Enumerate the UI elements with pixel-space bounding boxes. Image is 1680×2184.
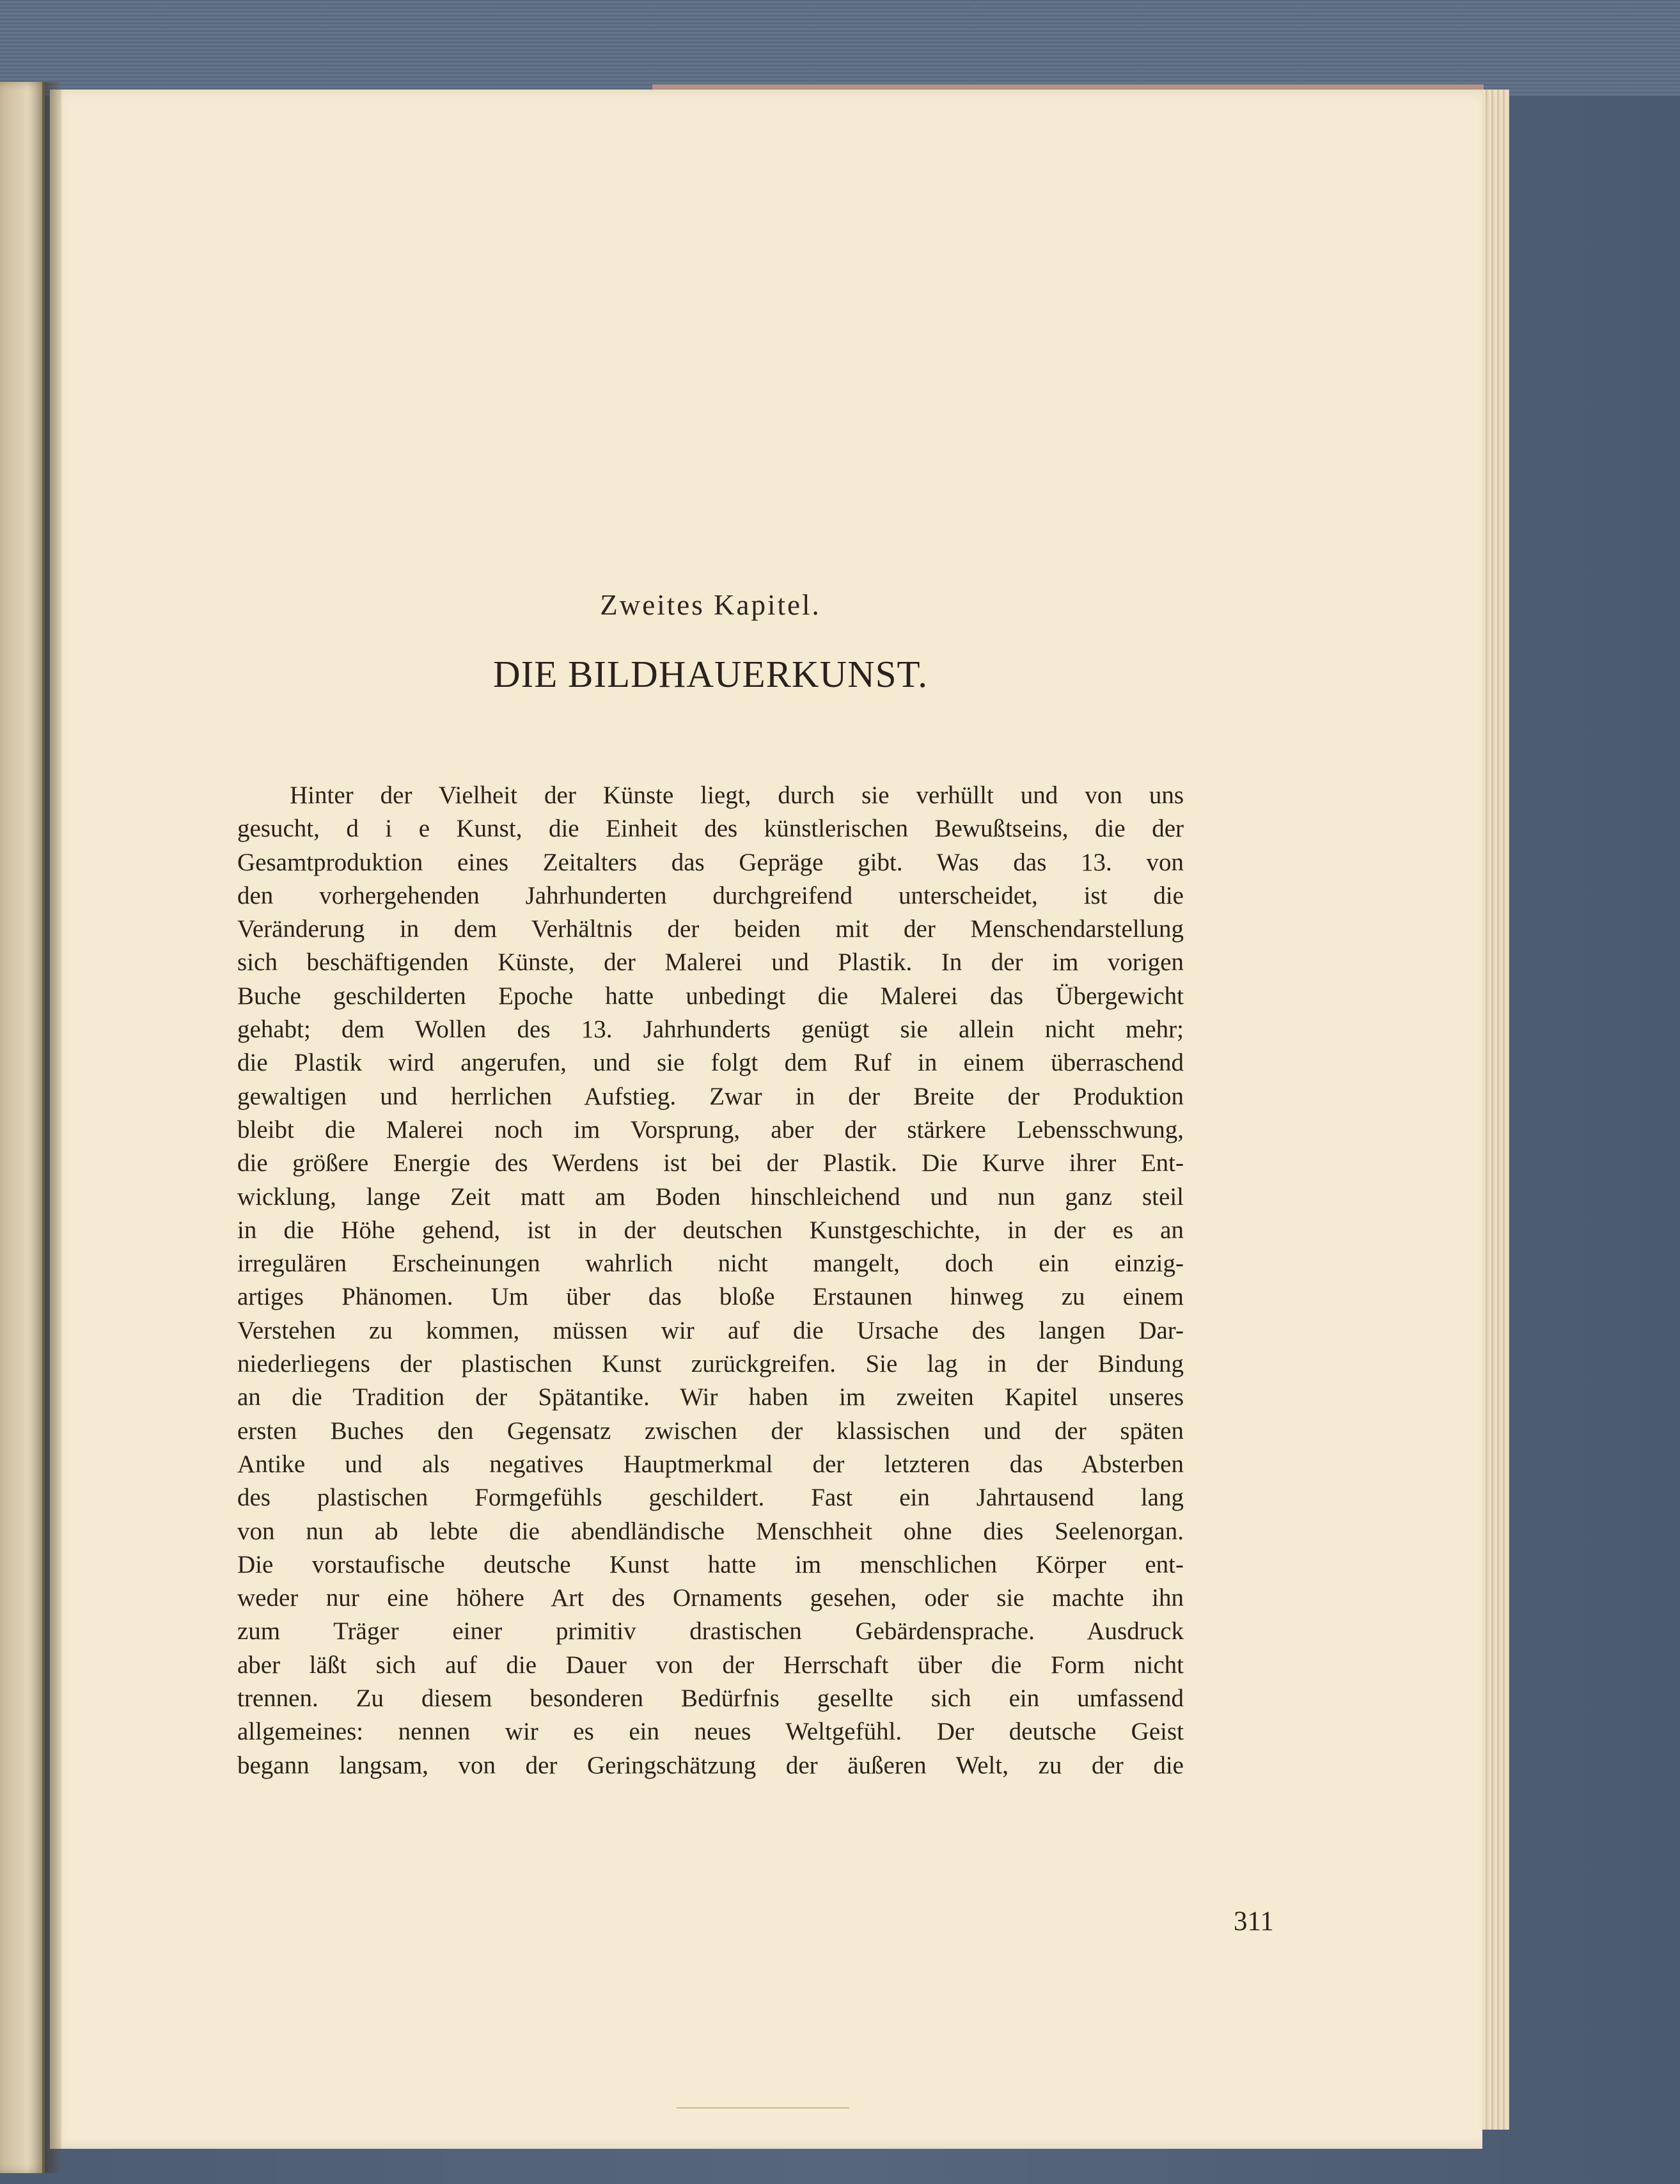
text-line: artiges Phänomen. Um über das bloße Erstaunen hinweg zu einem	[237, 1283, 1184, 1311]
text-line: wicklung, lange Zeit matt am Boden hinschleichend und nun ganz steil	[237, 1182, 1184, 1211]
footer-rule	[677, 2107, 849, 2109]
gutter-shadow	[42, 82, 61, 2173]
text-line: des plastischen Formgefühls geschildert. Fast ein Jahrtausend lang	[237, 1484, 1184, 1512]
text-line: begann langsam, von der Geringschätzung der äußeren Welt, zu der die	[237, 1751, 1184, 1779]
text-line: sich beschäftigenden Künste, der Malerei und Plastik. In der im vorigen	[237, 948, 1184, 977]
text-line: zum Träger einer primitiv drastischen Gebärdensprache. Ausdruck	[237, 1617, 1184, 1646]
text-line: niederliegens der plastischen Kunst zurückgreifen. Sie lag in der Bindung	[237, 1350, 1184, 1378]
previous-page-edge	[0, 82, 45, 2173]
text-line: gehabt; dem Wollen des 13. Jahrhunderts genügt sie allein nicht mehr;	[237, 1016, 1184, 1044]
text-line: die Plastik wird angerufen, und sie folgt dem Ruf in einem überraschend	[237, 1049, 1184, 1077]
body-paragraph	[237, 779, 1184, 1782]
page-edge-tint	[652, 84, 1484, 90]
text-line: die größere Energie des Werdens ist bei der Plastik. Die Kurve ihrer Ent-	[237, 1149, 1184, 1177]
text-line: Antike und als negatives Hauptmerkmal der letzteren das Absterben	[237, 1450, 1184, 1478]
chapter-label: Zweites Kapitel.	[600, 589, 821, 621]
text-line: gesucht, d i e Kunst, die Einheit des künstlerischen Bewußtseins, die der	[237, 815, 1184, 843]
book-cover-edge	[0, 0, 1680, 96]
text-line: Die vorstaufische deutsche Kunst hatte im menschlichen Körper ent-	[237, 1550, 1184, 1578]
text-line: von nun ab lebte die abendländische Menschheit ohne dies Seelenorgan.	[237, 1517, 1184, 1545]
text-line: den vorhergehenden Jahrhunderten durchgreifend unterscheidet, ist die	[237, 881, 1184, 909]
text-line: bleibt die Malerei noch im Vorsprung, aber der stärkere Lebensschwung,	[237, 1115, 1184, 1143]
text-line: ersten Buches den Gegensatz zwischen der klassischen und der späten	[237, 1417, 1184, 1445]
book-page	[50, 90, 1482, 2149]
text-line: aber läßt sich auf die Dauer von der Herrschaft über die Form nicht	[237, 1651, 1184, 1679]
chapter-title: DIE BILDHAUERKUNST.	[493, 653, 928, 695]
text-line: trennen. Zu diesem besonderen Bedürfnis gesellte sich ein umfassend	[237, 1685, 1184, 1713]
text-line: gewaltigen und herrlichen Aufstieg. Zwar in der Breite der Produktion	[237, 1082, 1184, 1110]
text-line: weder nur eine höhere Art des Ornaments gesehen, oder sie machte ihn	[237, 1584, 1184, 1612]
text-line: irregulären Erscheinungen wahrlich nicht mangelt, doch ein einzig-	[237, 1250, 1184, 1278]
text-line: Veränderung in dem Verhältnis der beiden mit der Menschendarstellung	[237, 915, 1184, 943]
text-line: Gesamtproduktion eines Zeitalters das Gepräge gibt. Was das 13. von	[237, 848, 1184, 876]
text-line: Buche geschilderten Epoche hatte unbedingt die Malerei das Übergewicht	[237, 982, 1184, 1010]
text-line: in die Höhe gehend, ist in der deutschen Kunstgeschichte, in der es an	[237, 1216, 1184, 1244]
text-line: allgemeines: nennen wir es ein neues Weltgefühl. Der deutsche Geist	[237, 1718, 1184, 1746]
text-line: an die Tradition der Spätantike. Wir haben im zweiten Kapitel unseres	[237, 1383, 1184, 1411]
text-line: Verstehen zu kommen, müssen wir auf die Ursache des langen Dar-	[237, 1316, 1184, 1344]
text-line: Hinter der Vielheit der Künste liegt, durch sie verhüllt und von uns	[290, 782, 1184, 809]
page-number: 311	[1234, 1906, 1274, 1937]
